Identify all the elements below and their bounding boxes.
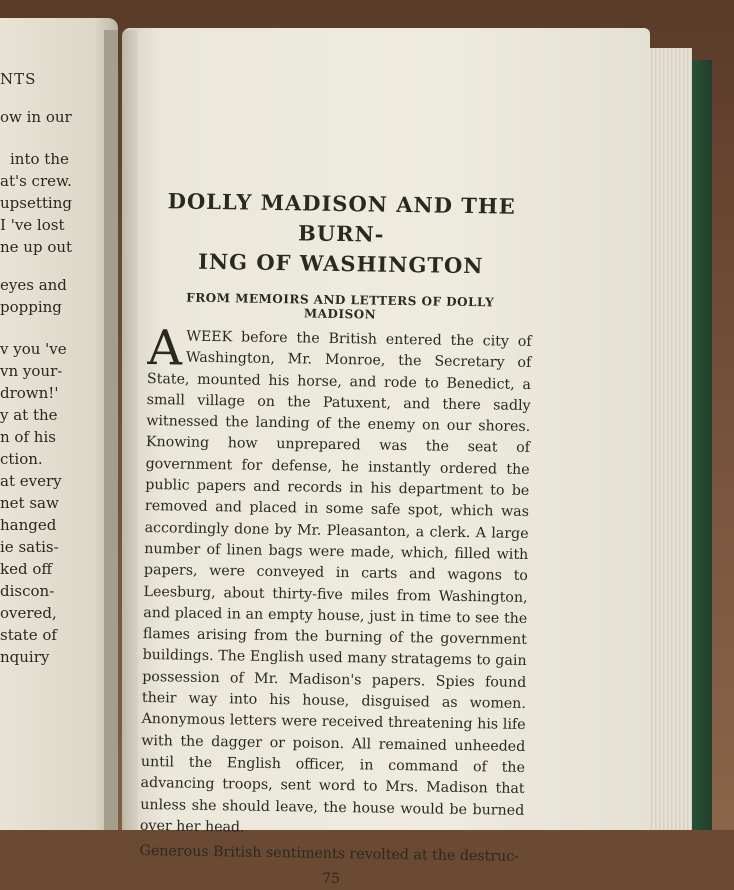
book-gutter-shadow: [104, 30, 138, 830]
chapter-title: [149, 186, 534, 282]
drop-cap: A: [147, 319, 183, 377]
left-page-line: eyes and: [0, 276, 67, 294]
left-page-line: nquiry: [0, 648, 50, 666]
chapter-title-line: ING OF WASHINGTON: [197, 248, 484, 279]
paragraph-text: WEEK before the British entered the city of Washington, Mr. Monroe, the Secretary of State, mounted his horse, and rode to Benedict, a small village on the Patuxent, and there sadly witnessed the landing of the enemy on our shores. Knowing how unprepared was the seat of government for defense, he instantly ordered the public papers and records in his department to be removed and placed in some safe spot, which was accordingly done by Mr. Pleasanton, a clerk. A large number of linen bags were made, which, filled with papers, were conveyed in carts and wagons to Leesburg, about thirty-five miles from Washington, and placed in an empty house, just in time to see the flames arising from the burning of the government buildings. The English used many stratagems to gain possession of Mr. Madison's papers. Spies found their way into his house, disguised as women. Anonymous letters were received threatening his life with the dagger or poison. All remained unheeded until the English officer, in command of the advancing troops, sent word to Mrs. Madison that unless she should leave, the house would be burned over her head.: [139, 328, 532, 836]
left-page-line: ow in our: [0, 108, 72, 126]
chapter-paragraph: [139, 319, 532, 843]
left-page-line: NTS: [0, 70, 37, 88]
chapter-title-line: DOLLY MADISON AND THE BURN-: [167, 188, 516, 247]
left-page-line: ne up out: [0, 238, 73, 256]
left-page-line: ked off: [0, 560, 53, 578]
left-page-line: ction.: [0, 450, 43, 468]
chapter-content: [139, 186, 534, 890]
left-page-line: drown!': [0, 384, 59, 402]
left-page-line: at every: [0, 472, 62, 490]
left-page-line: n of his: [0, 428, 56, 446]
left-page-line: at's crew.: [0, 172, 72, 190]
left-page-line: upsetting: [0, 194, 72, 212]
left-page-line: overed,: [0, 604, 57, 622]
left-page-line: state of: [0, 626, 57, 644]
left-page-line: popping: [0, 298, 62, 316]
page-number: 75: [322, 871, 341, 888]
left-page-line: net saw: [0, 494, 59, 512]
left-page-line: discon-: [0, 582, 55, 600]
left-page-line: I 've lost: [0, 216, 65, 234]
left-page: [0, 18, 118, 830]
left-page-line: vn your-: [0, 362, 63, 380]
chapter-paragraph: Generous British sentiments revolted at the destruc-: [139, 843, 520, 866]
chapter-subtitle: FROM MEMOIRS AND LETTERS OF DOLLY MADISON: [186, 290, 495, 322]
left-page-line: ie satis-: [0, 538, 59, 556]
left-page-line: into the: [10, 150, 69, 168]
left-page-line: hanged: [0, 516, 57, 534]
left-page-line: v you 've: [0, 340, 67, 358]
left-page-line: y at the: [0, 406, 58, 424]
